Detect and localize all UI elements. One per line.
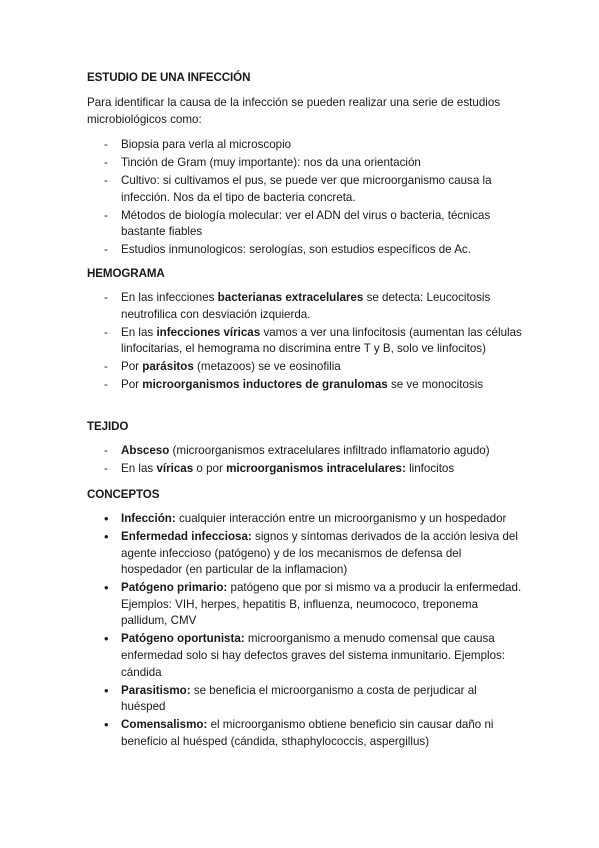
list-item: - Cultivo: si cultivamos el pus, se puede ver que microorganismo causa la infección. Nos da el tipo de bacteria concreta. [104, 173, 524, 206]
tejido-list [104, 443, 524, 479]
list-item: - Tinción de Gram (muy importante): nos da una orientación [104, 155, 524, 172]
list-item: - En las víricas o por microorganismos intracelulares: linfocitos [104, 461, 524, 478]
section-title-hemograma: HEMOGRAMA [87, 267, 165, 280]
list-item: - En las infecciones bacterianas extracelulares se detecta: Leucocitosis neutrofilica con desviación izquierda. [104, 290, 524, 323]
list-item: - Estudios inmunologicos: serologías, son estudios específicos de Ac. [104, 242, 524, 259]
list-item: • Parasitismo: se beneficia el microorganismo a costa de perjudicar al huésped [104, 683, 524, 716]
study-intro: Para identificar la causa de la infección se pueden realizar una serie de estudios microbiológicos como: [87, 96, 501, 126]
hemograma-list [104, 290, 524, 395]
list-item: • Infección: cualquier interacción entre un microorganismo y un hospedador [104, 511, 524, 528]
section-title-conceptos: CONCEPTOS [87, 488, 160, 501]
list-item: - Por microorganismos inductores de granulomas se ve monocitosis [104, 377, 524, 394]
list-item: • Patógeno primario: patógeno que por si mismo va a producir la enfermedad. Ejemplos: VIH, herpes, hepatitis B, influenza, neumococo, treponema pallidum, CMV [104, 580, 524, 630]
list-item: • Patógeno oportunista: microorganismo a menudo comensal que causa enfermedad solo si hay defectos graves del sistema inmunitario. Ejemplos: cándida [104, 631, 524, 681]
section-title-estudio: ESTUDIO DE UNA INFECCIÓN [87, 71, 251, 84]
conceptos-list [104, 511, 524, 752]
study-list [104, 137, 524, 260]
list-item: - Por parásitos (metazoos) se ve eosinofilia [104, 359, 524, 376]
list-item: - En las infecciones víricas vamos a ver una linfocitosis (aumentan las células linfocitarias, el hemograma no discrimina entre T y B, solo ve linfocitos) [104, 325, 524, 358]
section-title-tejido: TEJIDO [87, 420, 129, 433]
list-item: • Enfermedad infecciosa: signos y síntomas derivados de la acción lesiva del agente infeccioso (patógeno) y de los mecanismos de defensa del hospedador (en particular de la inflamacion) [104, 529, 524, 579]
list-item: - Biopsia para verla al microscopio [104, 137, 524, 154]
list-item: - Absceso (microorganismos extracelulares infiltrado inflamatorio agudo) [104, 443, 524, 460]
list-item: - Métodos de biología molecular: ver el ADN del virus o bacteria, técnicas bastante fiables [104, 208, 524, 241]
list-item: • Comensalismo: el microorganismo obtiene beneficio sin causar daño ni beneficio al huésped (cándida, sthaphylococcis, aspergillus) [104, 717, 524, 750]
